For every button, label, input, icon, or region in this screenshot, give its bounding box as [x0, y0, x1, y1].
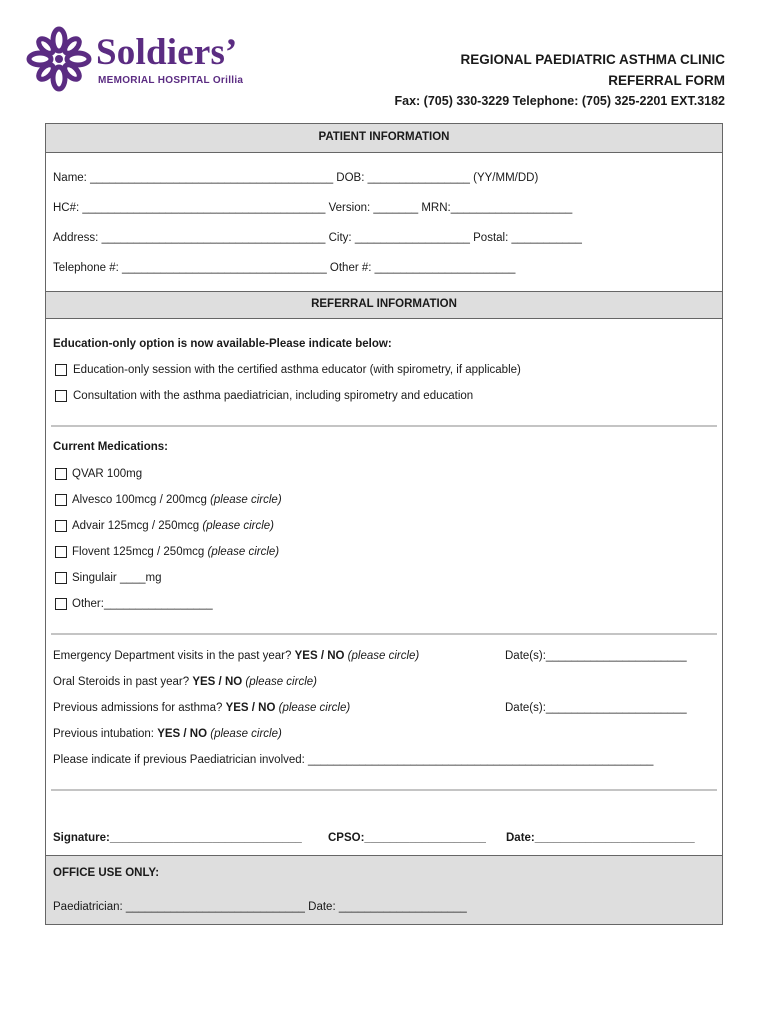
admissions-question[interactable]: Previous admissions for asthma? YES / NO (please circle)	[53, 702, 351, 714]
advair-checkbox[interactable]	[55, 520, 67, 532]
singulair-checkbox[interactable]	[55, 572, 67, 584]
name-dob-field[interactable]: Name: ______________________________________ DOB: ________________ (YY/MM/DD)	[53, 172, 539, 184]
flower-logo-icon	[26, 26, 92, 92]
admissions-dates-field[interactable]: Date(s):______________________	[505, 702, 687, 714]
singulair-label: Singulair ____mg	[72, 572, 162, 584]
cpso-field[interactable]: CPSO:___________________	[328, 832, 486, 844]
section-divider	[51, 789, 717, 791]
intubation-question[interactable]: Previous intubation: YES / NO (please circle)	[53, 728, 282, 740]
consultation-label: Consultation with the asthma paediatrician, including spirometry and education	[73, 390, 474, 402]
office-use-section	[46, 855, 722, 924]
referral-info-header	[46, 291, 722, 319]
contact-info: Fax: (705) 330-3229 Telephone: (705) 325-2201 EXT.3182	[394, 94, 725, 108]
education-only-checkbox[interactable]	[55, 364, 67, 376]
office-use-heading: OFFICE USE ONLY:	[53, 867, 160, 879]
other-med-checkbox[interactable]	[55, 598, 67, 610]
previous-paediatrician-field[interactable]: Please indicate if previous Paediatrician involved: ______________________________________________________	[53, 754, 654, 766]
referral-info-heading: REFERRAL INFORMATION	[311, 298, 457, 310]
office-paediatrician-date-field[interactable]: Paediatrician: ____________________________ Date: ____________________	[53, 901, 467, 913]
consultation-checkbox[interactable]	[55, 390, 67, 402]
section-divider	[51, 425, 717, 427]
signature-date-field[interactable]: Date:_________________________	[506, 832, 695, 844]
patient-info-header	[46, 123, 722, 153]
oral-steroids-question[interactable]: Oral Steroids in past year? YES / NO (please circle)	[53, 676, 317, 688]
flovent-checkbox[interactable]	[55, 546, 67, 558]
hc-version-mrn-field[interactable]: HC#: ______________________________________ Version: _______ MRN:___________________	[53, 202, 573, 214]
patient-info-heading: PATIENT INFORMATION	[318, 131, 450, 143]
form-header	[395, 49, 726, 112]
form-title: REFERRAL FORM	[608, 73, 725, 88]
er-visits-dates-field[interactable]: Date(s):______________________	[505, 650, 687, 662]
alvesco-label: Alvesco 100mcg / 200mcg (please circle)	[72, 494, 282, 506]
clinic-title: REGIONAL PAEDIATRIC ASTHMA CLINIC	[460, 52, 725, 67]
logo-subtitle: MEMORIAL HOSPITAL Orillia	[98, 75, 244, 86]
address-city-postal-field[interactable]: Address: ___________________________________ City: __________________ Postal: ___________	[53, 232, 582, 244]
er-visits-question[interactable]: Emergency Department visits in the past year? YES / NO (please circle)	[53, 650, 420, 662]
qvar-label: QVAR 100mg	[72, 468, 143, 480]
signature-field[interactable]: Signature:______________________________	[53, 832, 302, 844]
other-med-label: Other:_________________	[72, 598, 213, 610]
medications-heading: Current Medications:	[53, 441, 169, 453]
logo-name: Soldiers’	[96, 32, 238, 73]
advair-label: Advair 125mcg / 250mcg (please circle)	[72, 520, 274, 532]
qvar-checkbox[interactable]	[55, 468, 67, 480]
section-divider	[51, 633, 717, 635]
hospital-logo	[26, 26, 266, 94]
flovent-label: Flovent 125mcg / 250mcg (please circle)	[72, 546, 280, 558]
education-heading: Education-only option is now available-Please indicate below:	[53, 338, 392, 350]
telephone-field[interactable]: Telephone #: ________________________________ Other #: ______________________	[53, 262, 516, 274]
referral-form	[45, 123, 723, 925]
education-only-label: Education-only session with the certified asthma educator (with spirometry, if applicable)	[73, 364, 521, 376]
alvesco-checkbox[interactable]	[55, 494, 67, 506]
